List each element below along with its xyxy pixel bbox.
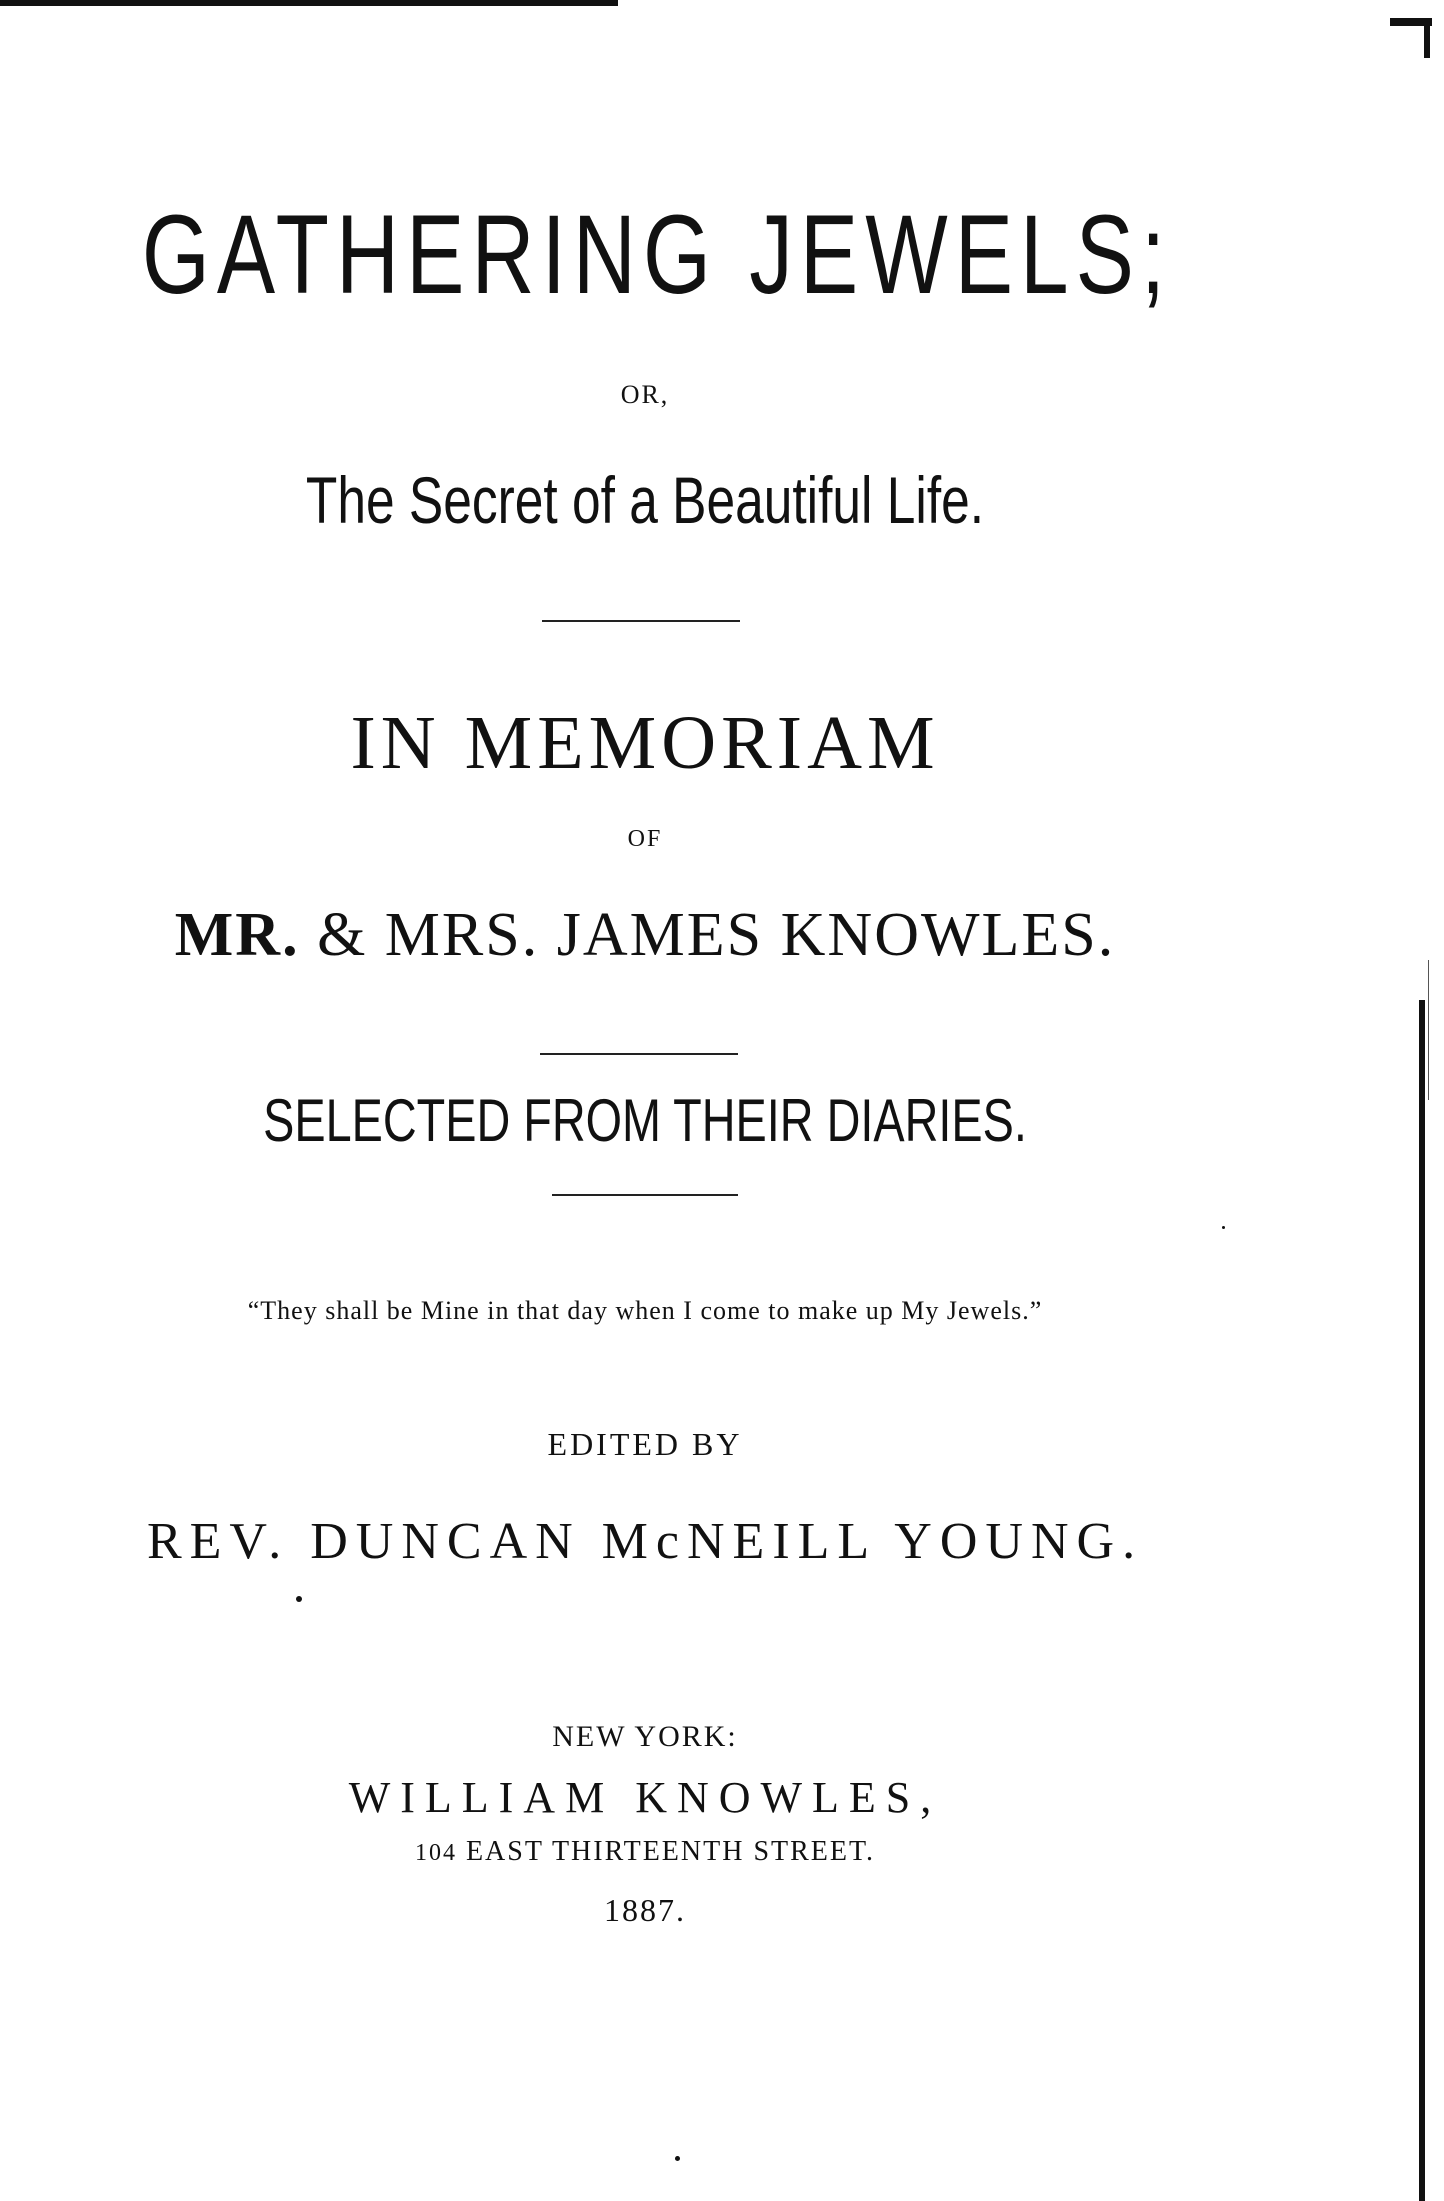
imprint-year: 1887.: [604, 1892, 686, 1928]
divider-rule: [540, 1053, 738, 1055]
ink-speck: [296, 1596, 302, 1602]
of-line: OF: [627, 826, 663, 852]
selected-line: SELECTED FROM THEIR DIARIES.: [263, 1087, 1027, 1154]
divider-rule: [552, 1194, 738, 1196]
epigraph: “They shall be Mine in that day when I come to make up My Jewels.”: [247, 1296, 1043, 1325]
memoriam-names: [0, 900, 1290, 971]
right-scan-edge: [1419, 1000, 1425, 2201]
address-street: EAST THIRTEENTH STREET.: [456, 1836, 876, 1867]
ink-speck: [1222, 1226, 1225, 1229]
names-prefix: MR.: [174, 901, 300, 969]
or-line: OR,: [620, 380, 670, 409]
memoriam-heading: IN MEMORIAM: [350, 701, 940, 785]
ink-speck: [675, 2156, 680, 2161]
edited-by-line: EDITED BY: [547, 1426, 743, 1462]
right-scan-thin-line: [1428, 960, 1429, 1100]
editor-name: REV. DUNCAN McNEILL YOUNG.: [146, 1513, 1144, 1570]
book-subtitle: The Secret of a Beautiful Life.: [305, 463, 985, 537]
right-scan-hook: [1424, 18, 1430, 58]
book-title: GATHERING JEWELS;: [141, 192, 1173, 317]
imprint-address: [0, 1836, 1290, 1868]
divider-rule: [542, 620, 740, 622]
imprint-city: NEW YORK:: [552, 1720, 738, 1753]
address-number: 104: [414, 1840, 457, 1866]
top-scan-rule: [0, 0, 618, 6]
names-rest: & MRS. JAMES KNOWLES.: [299, 901, 1116, 969]
imprint-publisher: WILLIAM KNOWLES,: [348, 1773, 942, 1822]
